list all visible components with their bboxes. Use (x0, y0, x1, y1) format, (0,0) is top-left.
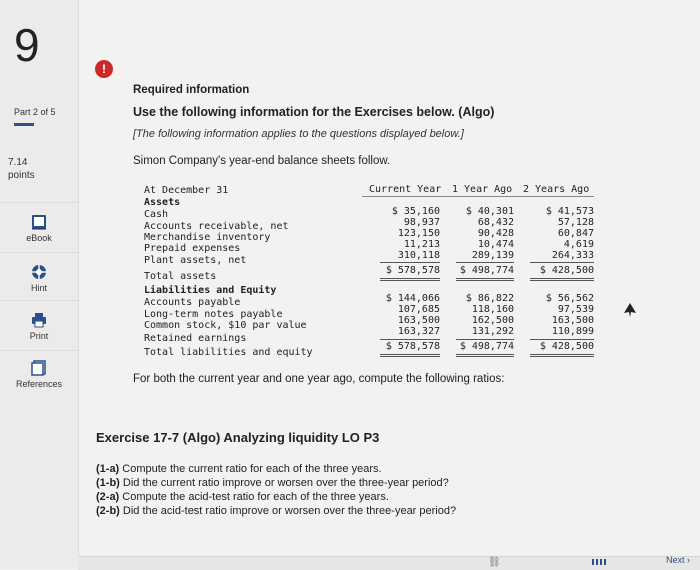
cell-value: 123,150 (397, 228, 440, 239)
ebook-label: eBook (26, 233, 52, 243)
task-tag: (2-b) (96, 505, 120, 517)
task-tag: (1-b) (96, 477, 120, 489)
cell-value: 57,128 (557, 217, 594, 228)
cell-value: 118,160 (471, 304, 514, 315)
subtotal-rule (530, 339, 594, 340)
cell-value: 60,847 (557, 228, 594, 239)
task-text: Compute the acid-test ratio for each of the three years. (119, 491, 389, 503)
points-label: points (8, 170, 35, 181)
grid-view-icon[interactable] (592, 559, 606, 565)
references-label: References (15, 379, 63, 389)
total-liab-1y: $ 498,774 (459, 341, 514, 352)
cell-value: 11,213 (403, 239, 440, 250)
total-rule (530, 356, 594, 357)
total-rule (380, 278, 440, 279)
points-value: 7.14 (8, 157, 28, 168)
assets-heading: Assets (144, 197, 181, 208)
hint-button[interactable] (0, 252, 78, 293)
subtotal-rule (456, 339, 514, 340)
total-assets-label: Total assets (144, 271, 217, 282)
question-sidebar (0, 0, 79, 569)
references-button[interactable] (0, 350, 78, 389)
row-label: Long-term notes payable (144, 309, 283, 320)
cell-value: $ 41,573 (545, 206, 594, 217)
bs-header-label: At December 31 (144, 185, 229, 196)
subtotal-rule (456, 262, 514, 263)
total-rule (456, 356, 514, 357)
task-tag: (2-a) (96, 491, 120, 503)
total-rule (530, 280, 594, 281)
total-liab-cy: $ 578,578 (385, 341, 440, 352)
cell-value: 264,333 (551, 250, 594, 261)
hint-icon (28, 263, 50, 281)
cell-value: 162,500 (471, 315, 514, 326)
cell-value: 90,428 (477, 228, 514, 239)
part-progress-bar (14, 123, 34, 126)
cell-value: 10,474 (477, 239, 514, 250)
next-button[interactable] (666, 555, 690, 565)
cell-value: $ 40,301 (465, 206, 514, 217)
task-text: Did the current ratio improve or worsen over the three-year period? (119, 477, 449, 489)
task-text: Compute the current ratio for each of the three years. (119, 463, 382, 475)
cell-value: 107,685 (397, 304, 440, 315)
use-info-heading: Use the following information for the Exercises below. (Algo) (133, 105, 495, 119)
print-button[interactable] (0, 300, 78, 341)
cell-value: 163,327 (397, 326, 440, 337)
total-assets-1y: $ 498,774 (459, 265, 514, 276)
header-rule (362, 196, 594, 197)
total-rule (530, 354, 594, 355)
liabilities-heading: Liabilities and Equity (144, 285, 277, 296)
cell-value: 289,139 (471, 250, 514, 261)
mouse-cursor-icon (624, 303, 636, 317)
total-rule (380, 356, 440, 357)
print-icon (28, 311, 50, 329)
alert-icon: ! (95, 60, 113, 78)
total-rule (380, 280, 440, 281)
cell-value: 310,118 (397, 250, 440, 261)
col-header-1yr: 1 Year Ago (452, 184, 513, 195)
subtotal-rule (530, 262, 594, 263)
intro-text: Simon Company's year-end balance sheets follow. (133, 155, 391, 167)
cell-value: $ 86,822 (465, 293, 514, 304)
chevron-right-icon: › (687, 555, 690, 565)
total-rule (530, 278, 594, 279)
cell-value: 68,432 (477, 217, 514, 228)
link-icon[interactable]: ⛓ (488, 557, 501, 568)
part-indicator: Part 2 of 5 (14, 107, 56, 117)
col-header-current: Current Year (369, 184, 442, 195)
cell-value: $ 144,066 (385, 293, 440, 304)
total-rule (456, 280, 514, 281)
cell-value: $ 56,562 (545, 293, 594, 304)
cell-value: 163,500 (397, 315, 440, 326)
row-label: Cash (144, 209, 169, 220)
references-icon (28, 359, 50, 377)
question-number: 9 (14, 19, 40, 71)
task-list (96, 462, 456, 518)
cell-value: 4,619 (563, 239, 594, 250)
task-item (96, 476, 456, 490)
total-assets-cy: $ 578,578 (385, 265, 440, 276)
row-label: Accounts receivable, net (144, 221, 289, 232)
col-header-2yr: 2 Years Ago (523, 184, 590, 195)
ratios-instruction: For both the current year and one year ago, compute the following ratios: (133, 373, 505, 385)
cell-value: 131,292 (471, 326, 514, 337)
subtotal-rule (380, 339, 440, 340)
total-rule (456, 354, 514, 355)
task-text: Did the acid-test ratio improve or worsen over the three-year period? (119, 505, 457, 517)
task-item (96, 462, 456, 476)
row-label: Prepaid expenses (144, 243, 241, 254)
print-label: Print (29, 331, 49, 341)
applies-note: [The following information applies to the questions displayed below.] (133, 128, 464, 140)
row-label: Common stock, $10 par value (144, 320, 307, 331)
cell-value: 98,937 (403, 217, 440, 228)
task-item (96, 504, 456, 518)
task-tag: (1-a) (96, 463, 120, 475)
hint-label: Hint (30, 283, 47, 293)
row-label: Retained earnings (144, 333, 247, 344)
total-liab-2y: $ 428,500 (539, 341, 594, 352)
ebook-button[interactable] (0, 202, 78, 243)
required-info-heading: Required information (133, 84, 250, 96)
total-rule (456, 278, 514, 279)
row-label: Plant assets, net (144, 255, 247, 266)
task-item (96, 490, 456, 504)
subtotal-rule (380, 262, 440, 263)
points-display (8, 156, 35, 182)
exercise-title: Exercise 17-7 (Algo) Analyzing liquidity LO P3 (96, 430, 380, 445)
total-rule (380, 354, 440, 355)
cell-value: 110,899 (551, 326, 594, 337)
cell-value: $ 35,160 (391, 206, 440, 217)
total-assets-2y: $ 428,500 (539, 265, 594, 276)
bottom-nav-bar (78, 556, 700, 570)
ebook-icon (28, 213, 50, 231)
row-label: Accounts payable (144, 297, 241, 308)
cell-value: 163,500 (551, 315, 594, 326)
next-label: Next (665, 555, 685, 565)
row-label: Merchandise inventory (144, 232, 271, 243)
cell-value: 97,539 (557, 304, 594, 315)
total-liab-label: Total liabilities and equity (144, 347, 313, 358)
